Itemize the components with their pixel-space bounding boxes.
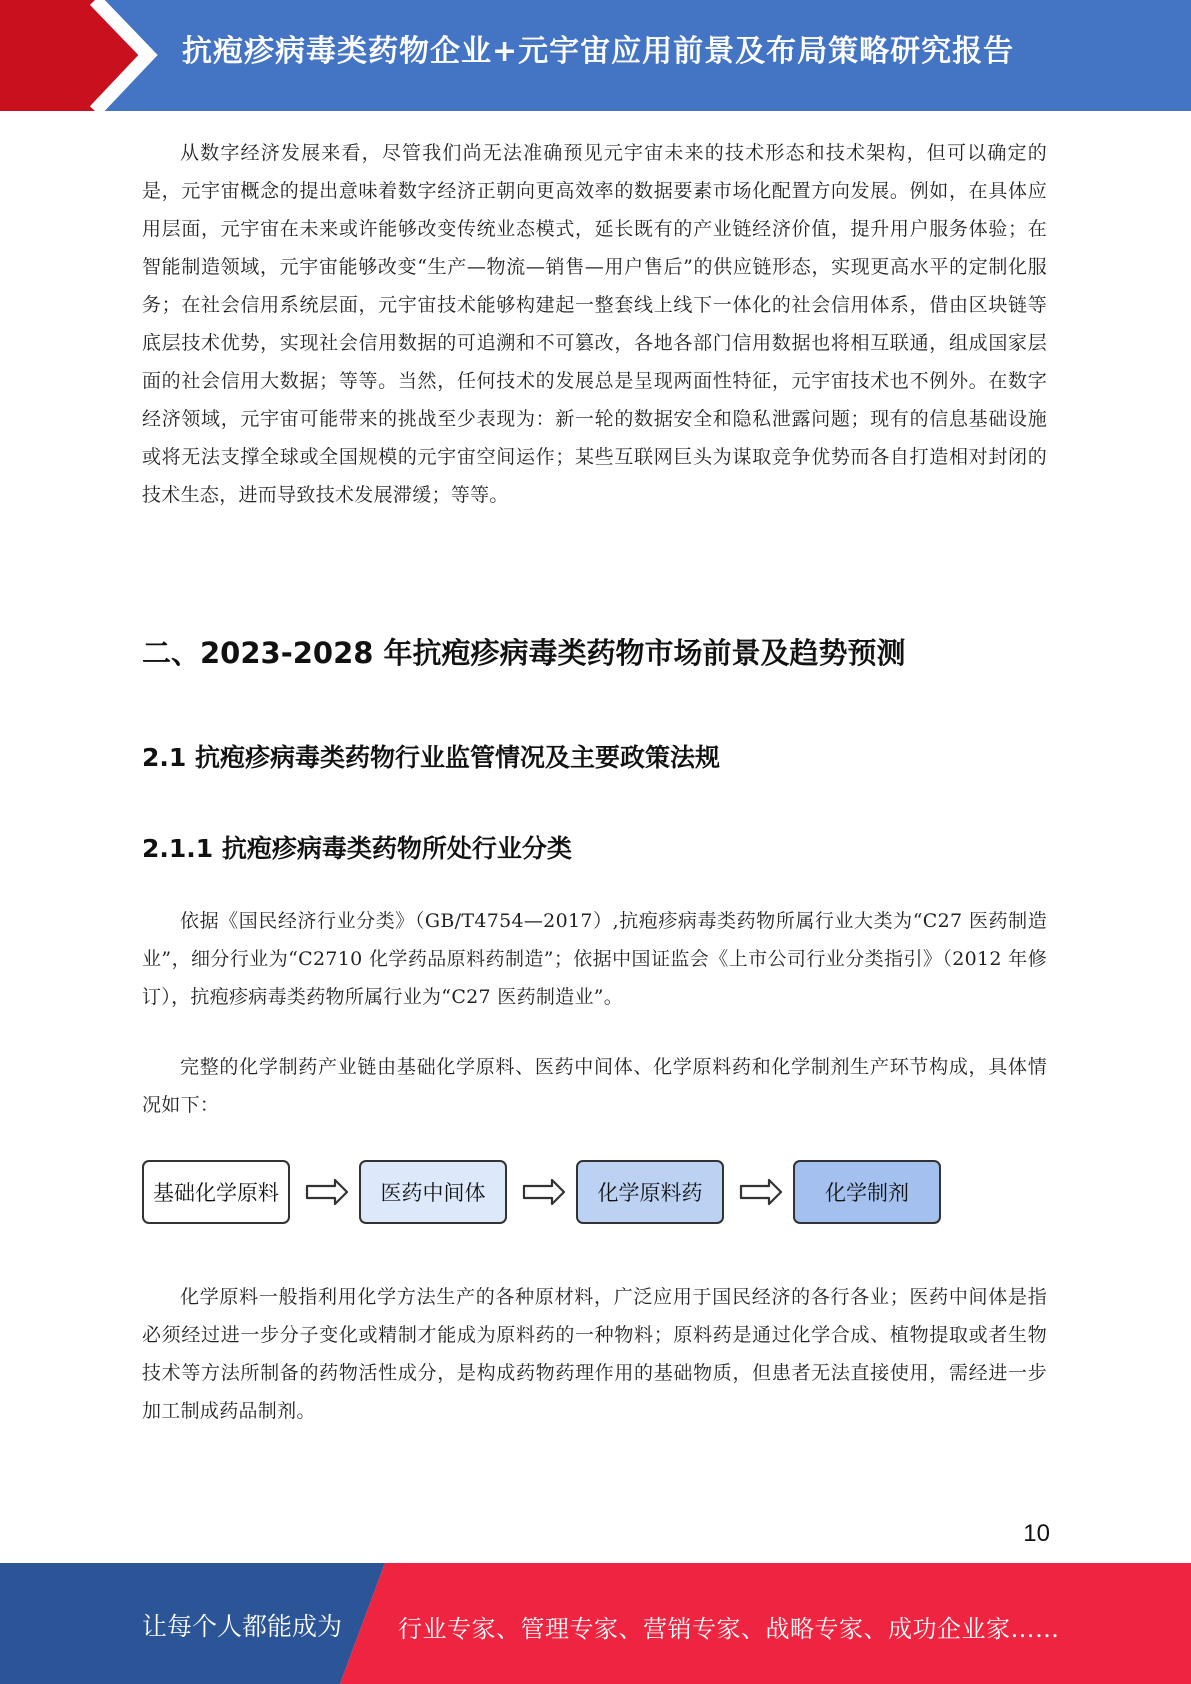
chain-section bbox=[142, 1048, 1047, 1124]
page-footer bbox=[0, 1563, 1191, 1684]
page-header bbox=[0, 0, 1191, 111]
flow-step-intermediates: 医药中间体 bbox=[359, 1160, 507, 1224]
intro-section bbox=[142, 134, 1047, 514]
subsubsection-heading: 2.1.1 抗疱疹病毒类药物所处行业分类 bbox=[142, 834, 572, 863]
page-number: 10 bbox=[1023, 1520, 1050, 1547]
subsection-heading: 2.1 抗疱疹病毒类药物行业监管情况及主要政策法规 bbox=[142, 743, 720, 772]
footer-slogan-left: 让每个人都能成为 bbox=[142, 1612, 343, 1641]
classification-paragraph: 依据《国民经济行业分类》（GB/T4754—2017）,抗疱疹病毒类药物所属行业大类为“C27 医药制造业”，细分行业为“C2710 化学药品原料药制造”；依据中国证监会《上市公司行业分类指引》（2012 年修订），抗疱疹病毒类药物所属行业为“C27 医药制造业”。 bbox=[142, 910, 1047, 1008]
double-arrow-right-icon bbox=[522, 1178, 566, 1206]
footer-slogan-right: 行业专家、管理专家、营销专家、战略专家、成功企业家…… bbox=[398, 1615, 1060, 1643]
section-heading: 二、2023-2028 年抗疱疹病毒类药物市场前景及趋势预测 bbox=[142, 636, 906, 670]
flow-step-formulations: 化学制剂 bbox=[793, 1160, 941, 1224]
flow-step-api: 化学原料药 bbox=[576, 1160, 724, 1224]
double-arrow-right-icon bbox=[739, 1178, 783, 1206]
materials-section bbox=[142, 1278, 1047, 1430]
intro-paragraph: 从数字经济发展来看，尽管我们尚无法准确预见元宇宙未来的技术形态和技术架构，但可以确定的是，元宇宙概念的提出意味着数字经济正朝向更高效率的数据要素市场化配置方向发展。例如，在具体应用层面，元宇宙在未来或许能够改变传统业态模式，延长既有的产业链经济价值，提升用户服务体验；在智能制造领域，元宇宙能够改变“生产—物流—销售—用户售后”的供应链形态，实现更高水平的定制化服务；在社会信用系统层面，元宇宙技术能够构建起一整套线上线下一体化的社会信用体系，借由区块链等底层技术优势，实现社会信用数据的可追溯和不可篡改，各地各部门信用数据也将相互联通，组成国家层面的社会信用大数据；等等。当然，任何技术的发展总是呈现两面性特征，元宇宙技术也不例外。在数字经济领域，元宇宙可能带来的挑战至少表现为：新一轮的数据安全和隐私泄露问题；现有的信息基础设施或将无法支撑全球或全国规模的元宇宙空间运作；某些互联网巨头为谋取竞争优势而各自打造相对封闭的技术生态，进而导致技术发展滞缓；等等。 bbox=[142, 142, 1047, 506]
chain-paragraph: 完整的化学制药产业链由基础化学原料、医药中间体、化学原料药和化学制剂生产环节构成，具体情况如下： bbox=[142, 1056, 1047, 1116]
double-arrow-right-icon bbox=[305, 1178, 349, 1206]
header-title: 抗疱疹病毒类药物企业+元宇宙应用前景及布局策略研究报告 bbox=[182, 34, 1015, 69]
industry-chain-diagram bbox=[142, 1160, 1042, 1228]
classification-section bbox=[142, 902, 1047, 1016]
flow-step-basic-chemicals: 基础化学原料 bbox=[142, 1160, 290, 1224]
materials-paragraph: 化学原料一般指利用化学方法生产的各种原材料，广泛应用于国民经济的各行各业；医药中间体是指必须经过进一步分子变化或精制才能成为原料药的一种物料；原料药是通过化学合成、植物提取或者生物技术等方法所制备的药物活性成分，是构成药物药理作用的基础物质，但患者无法直接使用，需经进一步加工制成药品制剂。 bbox=[142, 1286, 1047, 1422]
